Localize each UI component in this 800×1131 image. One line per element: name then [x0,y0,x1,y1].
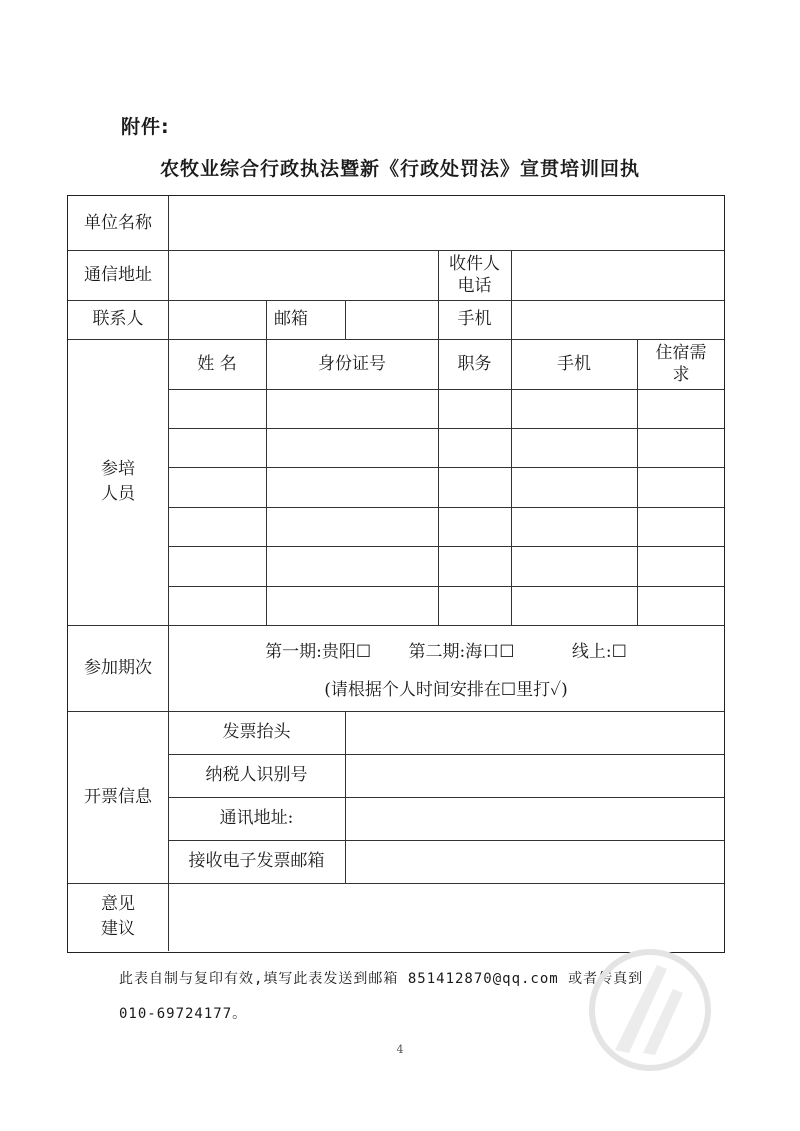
session-note: (请根据个人时间安排在☐里打✓) [324,680,568,700]
mobile-label: 手机 [457,309,492,329]
participants-label: 参培 人员 [101,459,135,504]
participant-row[interactable] [169,429,725,467]
taxpayer-id-field[interactable] [346,755,725,797]
session-option-guiyang[interactable]: 第一期:贵阳☐ [265,642,372,662]
session-option-online[interactable]: 线上:☐ [571,642,627,662]
participant-row[interactable] [169,390,725,428]
mailing-address-label: 通讯地址: [219,808,294,828]
suggestions-field[interactable] [169,884,725,951]
invoice-label: 开票信息 [84,786,152,807]
page-number: 4 [396,1043,404,1056]
footer-note-line2: 010-69724177。 [119,1006,248,1022]
participant-row[interactable] [169,468,725,506]
taxpayer-id-label: 纳税人识别号 [205,765,308,785]
document-title: 农牧业综合行政执法暨新《行政处罚法》宣贯培训回执 [159,158,640,180]
session-options [168,637,724,662]
participant-row[interactable] [169,547,725,585]
column-header-lodging: 住宿需 求 [655,343,707,385]
mailing-address-field[interactable] [346,798,725,840]
contact-field[interactable] [169,300,266,339]
session-label: 参加期次 [84,657,152,678]
recipient-phone-field[interactable] [512,250,725,300]
footer-note-line1: 此表自制与复印有效,填写此表发送到邮箱 851412870@qq.com 或者传真到 [119,971,644,987]
recipient-phone-label: 收件人 电话 [449,254,500,296]
invoice-title-label: 发票抬头 [222,722,291,742]
column-header-position: 职务 [457,353,492,374]
unit-name-label: 单位名称 [84,212,152,233]
invoice-title-field[interactable] [346,712,725,754]
watermark-logo [585,945,715,1075]
contact-label: 联系人 [92,309,144,329]
email-field[interactable] [346,300,438,339]
mobile-field[interactable] [512,300,725,339]
address-label: 通信地址 [84,264,152,285]
column-header-id-number: 身份证号 [318,353,386,374]
participant-row[interactable] [169,587,725,625]
unit-name-field[interactable] [169,196,725,250]
session-option-haikou[interactable]: 第二期:海口☐ [408,642,515,662]
email-label: 邮箱 [274,309,308,329]
suggestions-label: 意见 建议 [101,894,135,939]
annex-label: 附件: [121,116,170,138]
registration-form [67,195,725,953]
column-header-name: 姓 名 [197,353,237,374]
participant-row[interactable] [169,508,725,546]
column-header-mobile: 手机 [557,353,591,374]
address-field[interactable] [169,250,438,300]
e-invoice-email-field[interactable] [346,841,725,883]
e-invoice-email-label: 接收电子发票邮箱 [188,851,325,871]
